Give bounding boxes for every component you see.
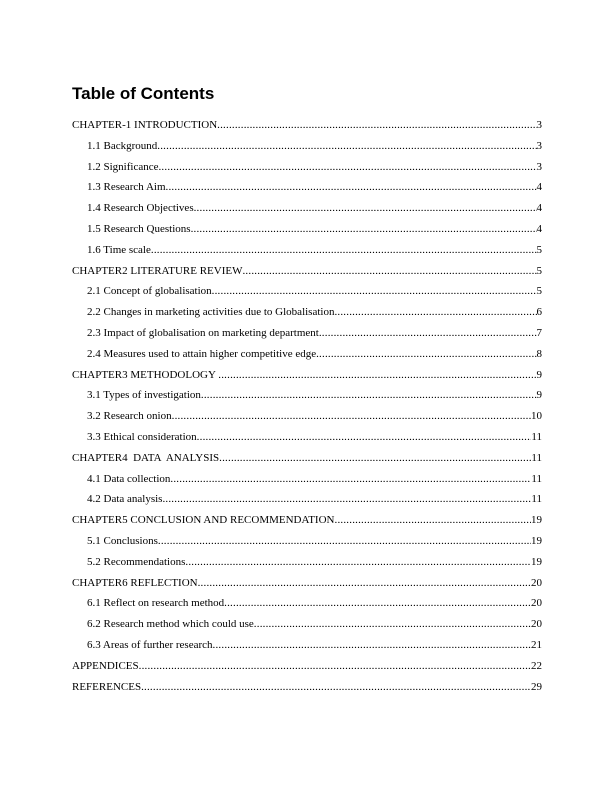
toc-list [72,115,542,697]
toc-entry-label: APPENDICES [72,659,139,672]
toc-section-entry[interactable] [72,489,542,510]
toc-entry-label: CHAPTER6 REFLECTION [72,576,198,589]
toc-entry-label: 5.2 Recommendations [87,555,186,568]
toc-chapter-entry[interactable] [72,573,542,594]
toc-entry-page-number: 4 [536,222,542,235]
toc-dot-leader [224,593,531,614]
toc-section-entry[interactable] [72,240,542,261]
toc-section-entry[interactable] [72,344,542,365]
toc-section-entry[interactable] [72,323,542,344]
toc-dot-leader [335,510,532,531]
toc-section-entry[interactable] [72,427,542,448]
toc-chapter-entry[interactable] [72,261,542,282]
toc-entry-label: 2.3 Impact of globalisation on marketing department [87,326,319,339]
toc-chapter-entry[interactable] [72,656,542,677]
toc-dot-leader [242,261,536,282]
toc-section-entry[interactable] [72,302,542,323]
toc-entry-label: 2.4 Measures used to attain higher competitive edge [87,347,317,360]
toc-chapter-entry[interactable] [72,677,542,698]
toc-entry-page-number: 19 [531,514,542,527]
toc-entry-page-number: 20 [531,576,542,589]
toc-entry-label: 3.2 Research onion [87,410,172,423]
toc-dot-leader [212,281,537,302]
toc-dot-leader [197,427,532,448]
toc-chapter-entry[interactable] [72,510,542,531]
toc-entry-label: 4.1 Data collection [87,472,171,485]
toc-entry-label: 6.1 Reflect on research method [87,597,225,610]
toc-entry-label: 1.5 Research Questions [87,222,191,235]
toc-heading: Table of Contents [72,84,215,103]
toc-dot-leader [158,157,536,178]
toc-entry-page-number: 11 [531,493,542,506]
toc-entry-label: CHAPTER5 CONCLUSION AND RECOMMENDATION [72,514,335,527]
toc-entry-label: 6.3 Areas of further research [87,638,213,651]
toc-entry-page-number: 11 [531,430,542,443]
toc-chapter-entry[interactable] [72,365,542,386]
toc-entry-page-number: 11 [531,472,542,485]
toc-dot-leader [254,614,531,635]
toc-entry-label: 2.2 Changes in marketing activities due to Globalisation [87,306,335,319]
toc-section-entry[interactable] [72,406,542,427]
toc-dot-leader [219,448,531,469]
toc-section-entry[interactable] [72,219,542,240]
toc-dot-leader [158,531,531,552]
toc-section-entry[interactable] [72,531,542,552]
toc-section-entry[interactable] [72,157,542,178]
toc-entry-page-number: 29 [531,680,542,693]
toc-dot-leader [185,552,531,573]
toc-entry-page-number: 20 [531,597,542,610]
toc-entry-page-number: 20 [531,618,542,631]
toc-section-entry[interactable] [72,177,542,198]
toc-dot-leader [139,656,531,677]
toc-entry-page-number: 19 [531,555,542,568]
toc-chapter-entry[interactable] [72,115,542,136]
toc-section-entry[interactable] [72,552,542,573]
toc-entry-label: CHAPTER3 METHODOLOGY [72,368,219,381]
toc-entry-label: 6.2 Research method which could use [87,618,254,631]
toc-entry-page-number: 3 [536,139,542,152]
toc-entry-label: 1.2 Significance [87,160,159,173]
toc-dot-leader [172,406,531,427]
toc-dot-leader [194,198,537,219]
toc-dot-leader [141,677,531,698]
toc-entry-label: 3.3 Ethical consideration [87,430,197,443]
toc-entry-label: CHAPTER4 DATA ANALYSIS [72,451,220,464]
toc-entry-label: CHAPTER-1 INTRODUCTION [72,119,218,131]
toc-entry-page-number: 8 [536,347,542,360]
toc-dot-leader [198,573,531,594]
toc-entry-label: 4.2 Data analysis [87,493,163,506]
toc-dot-leader [319,323,537,344]
toc-entry-page-number: 11 [531,451,542,464]
toc-dot-leader [218,365,536,386]
toc-dot-leader [334,302,536,323]
toc-section-entry[interactable] [72,635,542,656]
toc-dot-leader [151,240,537,261]
toc-entry-page-number: 6 [536,306,542,319]
toc-dot-leader [201,385,537,406]
toc-entry-label: 1.3 Research Aim [87,181,166,194]
toc-dot-leader [166,177,537,198]
toc-entry-page-number: 3 [536,119,542,131]
toc-dot-leader [162,489,531,510]
toc-section-entry[interactable] [72,593,542,614]
toc-dot-leader [191,219,537,240]
toc-entry-label: 5.1 Conclusions [87,534,158,547]
toc-chapter-entry[interactable] [72,448,542,469]
toc-entry-label: 1.4 Research Objectives [87,202,194,215]
toc-entry-label: 1.6 Time scale [87,243,151,256]
toc-entry-page-number: 4 [536,181,542,194]
toc-dot-leader [316,344,536,365]
toc-section-entry[interactable] [72,469,542,490]
toc-section-entry[interactable] [72,136,542,157]
toc-entry-label: 1.1 Background [87,139,158,152]
toc-entry-page-number: 9 [536,389,542,402]
toc-entry-page-number: 9 [536,368,542,381]
toc-entry-label: CHAPTER2 LITERATURE REVIEW [72,264,243,277]
toc-entry-page-number: 19 [531,534,542,547]
toc-entry-page-number: 5 [536,264,542,277]
toc-entry-page-number: 10 [531,410,542,423]
toc-dot-leader [170,469,531,490]
toc-dot-leader [157,136,536,157]
toc-entry-page-number: 7 [536,326,542,339]
toc-section-entry[interactable] [72,385,542,406]
toc-entry-page-number: 22 [531,659,542,672]
toc-entry-page-number: 21 [531,638,542,651]
toc-section-entry[interactable] [72,614,542,635]
toc-dot-leader [213,635,531,656]
toc-entry-page-number: 3 [536,160,542,173]
toc-entry-page-number: 5 [536,285,542,298]
toc-entry-label: REFERENCES [72,680,142,693]
toc-section-entry[interactable] [72,281,542,302]
toc-entry-label: 3.1 Types of investigation [87,389,201,402]
toc-entry-page-number: 5 [536,243,542,256]
toc-section-entry[interactable] [72,198,542,219]
toc-dot-leader [217,115,536,136]
toc-entry-page-number: 4 [536,202,542,215]
toc-entry-label: 2.1 Concept of globalisation [87,285,212,298]
